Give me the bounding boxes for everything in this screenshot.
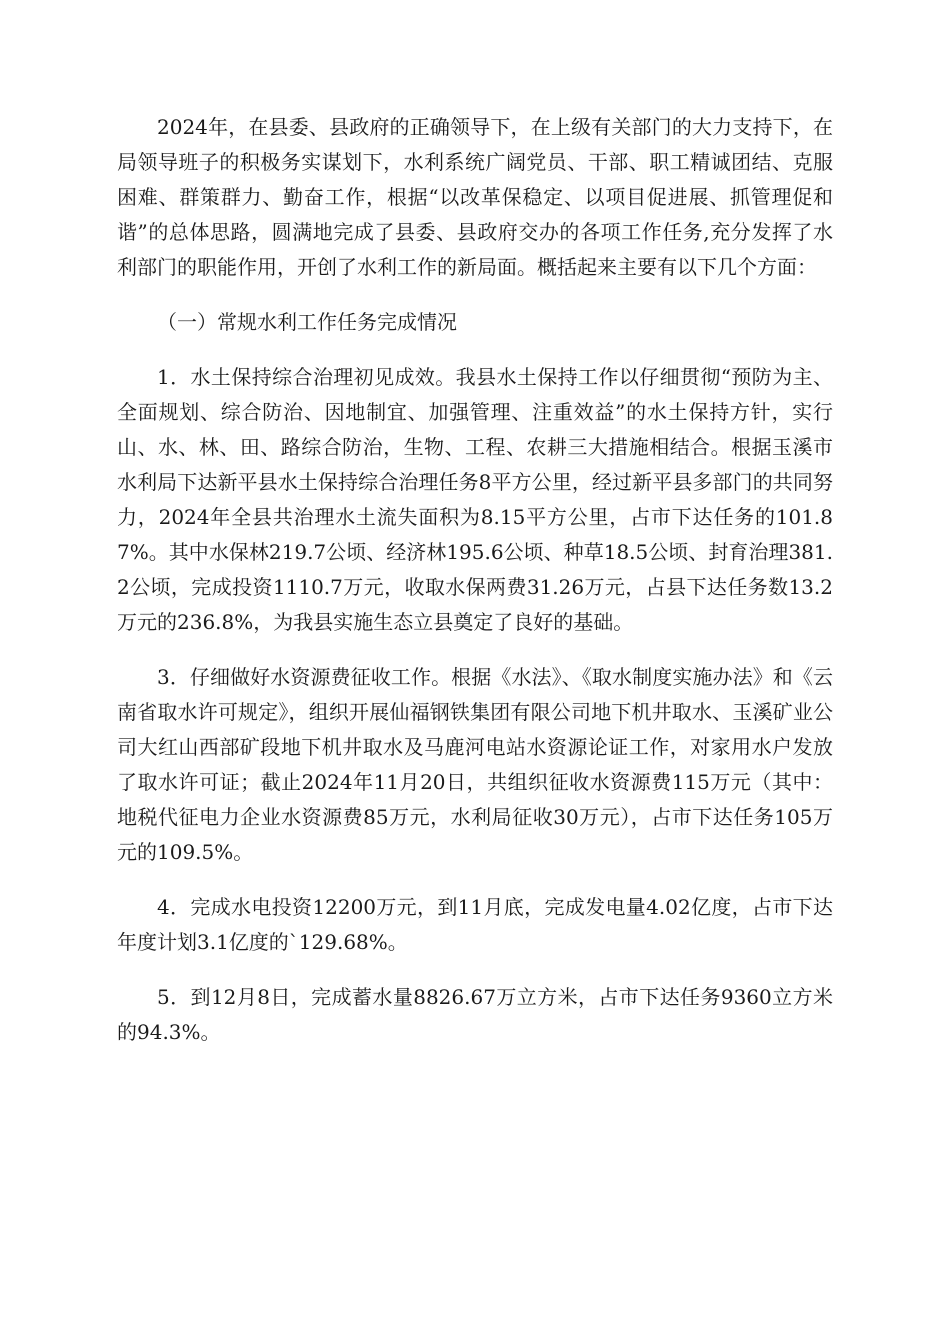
document-body: [117, 110, 833, 1070]
section-heading: （一）常规水利工作任务完成情况: [157, 310, 457, 334]
item-paragraph: 1．水土保持综合治理初见成效。我县水土保持工作以仔细贯彻“预防为主、全面规划、综合防治、因地制宜、加强管理、注重效益”的水土保持方针，实行山、水、林、田、路综合防治，生物、工程、农耕三大措施相结合。根据玉溪市水利局下达新平县水土保持综合治理任务8平方公里，经过新平县多部门的共同努力，2024年全县共治理水土流失面积为8.15平方公里，占市下达任务的101.87%。其中水保林219.7公顷、经济林195.6公顷、种草18.5公顷、封育治理381.2公顷，完成投资1110.7万元，收取水保两费31.26万元，占县下达任务数13.2万元的236.8%，为我县实施生态立县奠定了良好的基础。: [117, 365, 833, 634]
item-paragraph: 3．仔细做好水资源费征收工作。根据《水法》、《取水制度实施办法》和《云南省取水许可规定》，组织开展仙福钢铁集团有限公司地下机井取水、玉溪矿业公司大红山西部矿段地下机井取水及马鹿河电站水资源论证工作，对家用水户发放了取水许可证；截止2024年11月20日，共组织征收水资源费115万元（其中：地税代征电力企业水资源费85万元，水利局征收30万元），占市下达任务105万元的109.5%。: [117, 665, 833, 864]
intro-paragraph: 2024年，在县委、县政府的正确领导下，在上级有关部门的大力支持下，在局领导班子的积极务实谋划下，水利系统广阔党员、干部、职工精诚团结、克服困难、群策群力、勤奋工作，根据“以改革保稳定、以项目促进展、抓管理促和谐”的总体思路，圆满地完成了县委、县政府交办的各项工作任务,充分发挥了水利部门的职能作用，开创了水利工作的新局面。概括起来主要有以下几个方面：: [117, 115, 833, 279]
item-paragraph: 4．完成水电投资12200万元，到11月底，完成发电量4.02亿度，占市下达年度计划3.1亿度的`129.68%。: [117, 895, 833, 954]
item-paragraph: 5．到12月8日，完成蓄水量8826.67万立方米，占市下达任务9360立方米的94.3%。: [117, 985, 833, 1044]
